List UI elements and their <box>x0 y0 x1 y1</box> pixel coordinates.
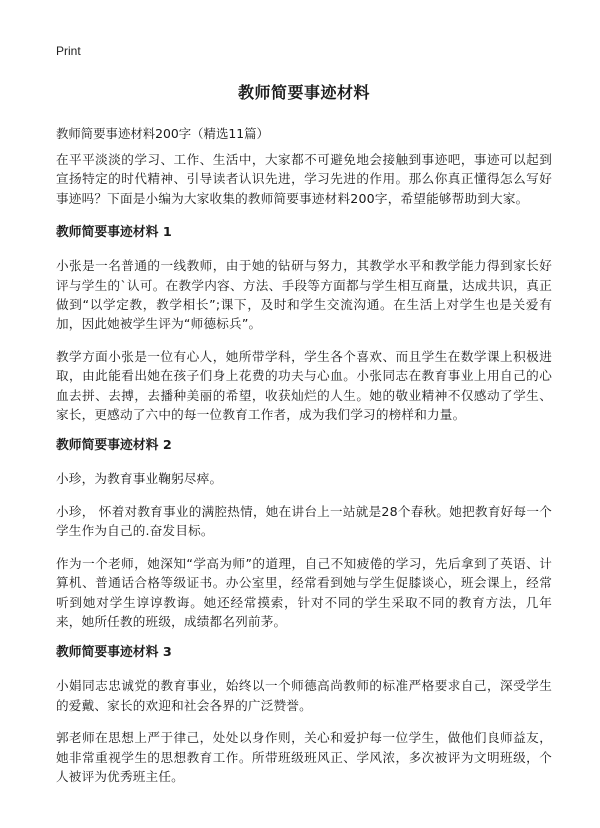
paragraph: 小娟同志忠诚党的教育事业，始终以一个师德高尚教师的标准严格要求自己，深受学生的爱戴、家长的欢迎和社会各界的广泛赞誉。 <box>56 678 552 713</box>
paragraph: 小珍，为教育事业鞠躬尽瘁。 <box>56 471 223 487</box>
section-heading: 教师简要事迹材料 1 <box>56 225 172 241</box>
paragraph: 小珍， 怀着对教育事业的满腔热情，她在讲台上一站就是28个春秋。她把教育好每一个学生作为自己的.奋发目标。 <box>56 503 552 539</box>
print-link[interactable]: Print <box>56 44 81 58</box>
intro-paragraph: 在平平淡淡的学习、工作、生活中，大家都不可避免地会接触到事迹吧，事迹可以起到宣扬特定的时代精神、引导读者认识先进，学习先进的作用。那么你真正懂得怎么写好事迹吗？下面是小编为大家收集的教师简要事迹材料200字，希望能够帮助到大家。 <box>56 152 552 206</box>
paragraph: 小张是一名普通的一线教师，由于她的钻研与努力，其教学水平和教学能力得到家长好评与学生的`认可。在教学内容、方法、手段等方面都与学生相互商量，达成共识，真正做到“以学定教，教学相长”;课下，及时和学生交流沟通。在生活上对学生也是关爱有加，因此她被学生评为“师德标兵”。 <box>56 258 552 332</box>
section-heading: 教师简要事迹材料 3 <box>56 645 172 661</box>
page-title: 教师简要事迹材料 <box>237 83 370 102</box>
paragraph: 作为一个老师，她深知“学高为师”的道理，自己不知疲倦的学习，先后拿到了英语、计算机、普通话合格等级证书。办公室里，经常看到她与学生促膝谈心，班会课上，经常听到她对学生谆谆教诲。她还经常摸索，针对不同的学生采取不同的教育方法，几年来，她所任教的班级，成绩都名列前茅。 <box>56 555 552 629</box>
page-subtitle: 教师简要事迹材料200字（精选11篇） <box>56 126 269 141</box>
article-body <box>56 150 552 799</box>
paragraph: 教学方面小张是一位有心人，她所带学科，学生各个喜欢、而且学生在数学课上积极进取，由此能看出她在孩子们身上花费的功夫与心血。小张同志在教育事业上用自己的心血去拼、去搏，去播种美丽的希望，收获灿烂的人生。她的敬业精神不仅感动了学生、家长，更感动了六中的每一位教育工作者，成为我们学习的榜样和力量。 <box>56 348 552 423</box>
paragraph: 郭老师在思想上严于律己，处处以身作则，关心和爱护每一位学生，做他们良师益友，她非常重视学生的思想教育工作。所带班级班风正、学风浓，多次被评为文明班级，个人被评为优秀班主任。 <box>56 730 552 784</box>
section-heading: 教师简要事迹材料 2 <box>56 438 172 454</box>
